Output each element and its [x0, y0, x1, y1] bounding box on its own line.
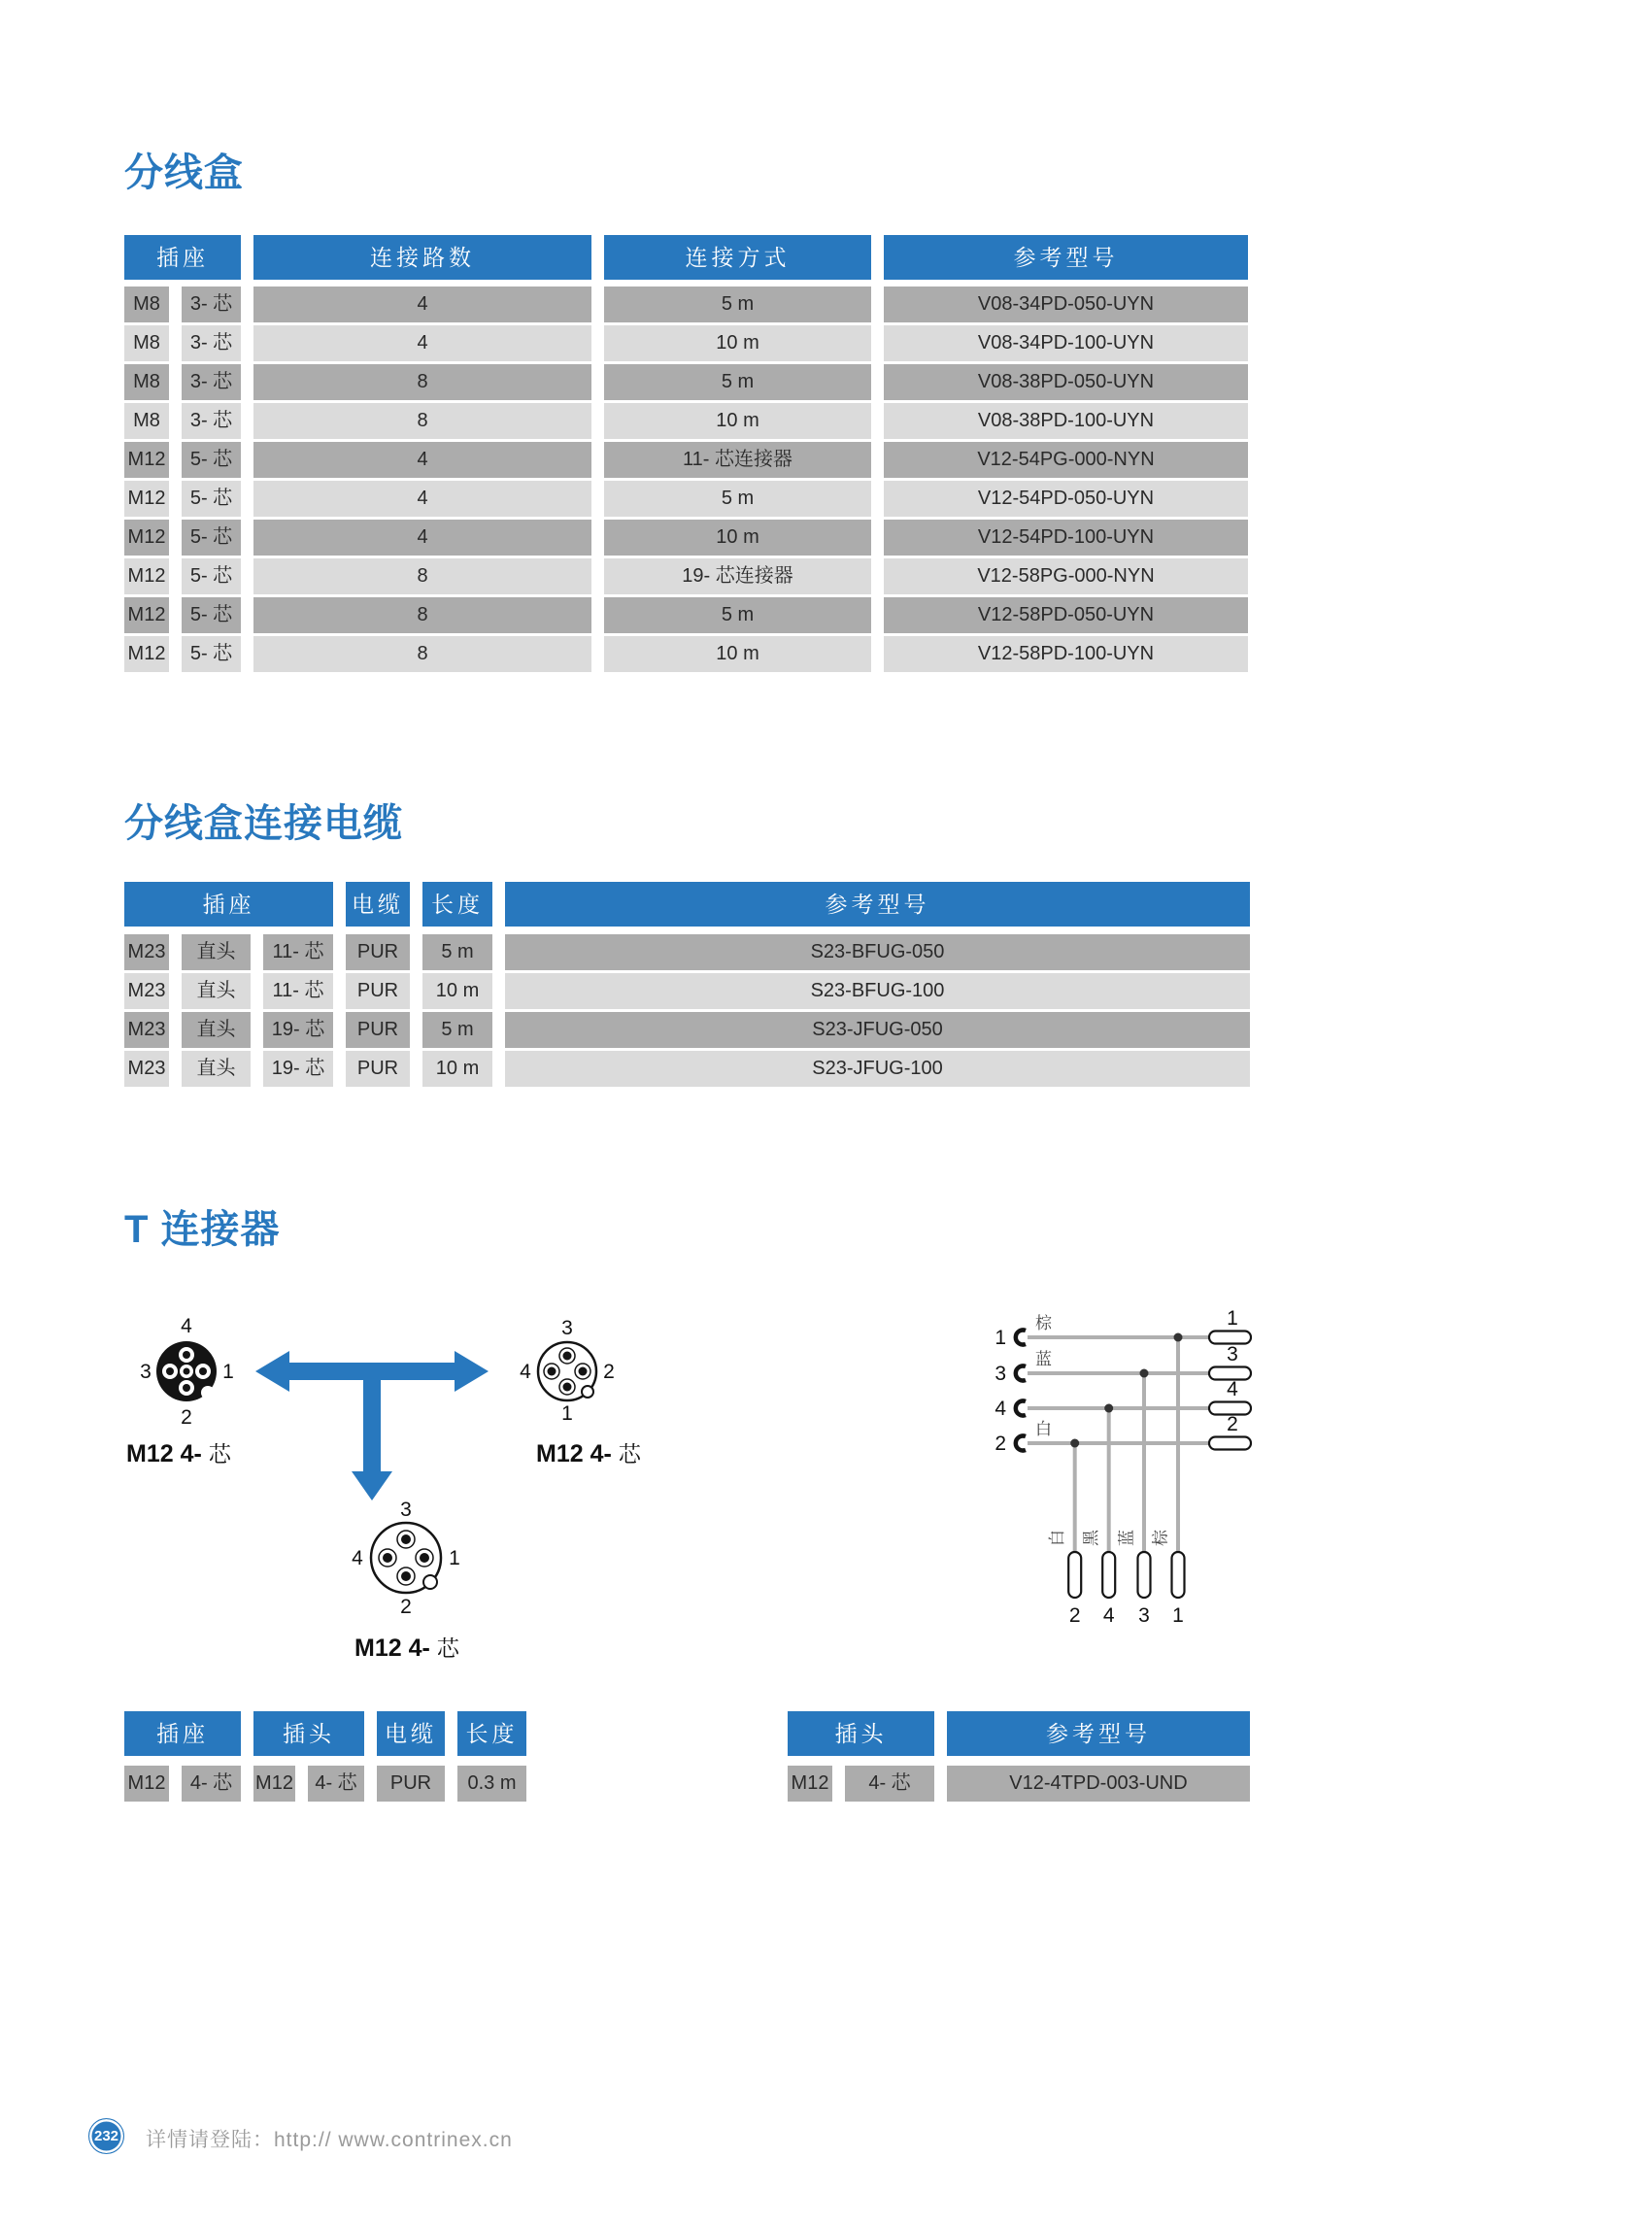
- caption-bold: M12 4-: [536, 1440, 612, 1467]
- terminal-label: 2: [1068, 1604, 1081, 1627]
- table-cell: 3- 芯: [182, 287, 241, 322]
- column-header-channels: 连接路数: [253, 235, 591, 280]
- section-title-junction-box: 分线盒: [124, 152, 244, 194]
- wiring-pin-label: 3: [995, 1363, 1006, 1385]
- t-connector-table-header: [124, 1711, 1250, 1756]
- wire-color-label-vertical: 白: [1048, 1530, 1066, 1546]
- pin-label: 3: [140, 1361, 152, 1383]
- table-cell: V12-58PD-050-UYN: [884, 597, 1248, 633]
- page-footer: [0, 2115, 1652, 2158]
- table-cell: V08-34PD-050-UYN: [884, 287, 1248, 322]
- table-cell: 4: [253, 481, 591, 517]
- table-cell: V12-54PG-000-NYN: [884, 442, 1248, 478]
- caption-core: 芯: [208, 1441, 231, 1466]
- table-cell: V12-4TPD-003-UND: [947, 1766, 1250, 1802]
- table-cell: 5- 芯: [182, 442, 241, 478]
- table-cell: 10 m: [422, 1051, 492, 1087]
- wiring-pin-label: 1: [995, 1327, 1006, 1349]
- table-cell: M23: [124, 1051, 169, 1087]
- table-cell: PUR: [377, 1766, 445, 1802]
- table-cell: V08-38PD-050-UYN: [884, 364, 1248, 400]
- table-cell: 8: [253, 558, 591, 594]
- terminal-label: 3: [1227, 1343, 1238, 1365]
- column-header-connection: 连接方式: [604, 235, 871, 280]
- table-cell: 直头: [182, 934, 251, 970]
- table-cell: 19- 芯连接器: [604, 558, 871, 594]
- table-cell: PUR: [346, 934, 410, 970]
- wiring-pin-label: 2: [995, 1433, 1006, 1455]
- table-cell: M12: [788, 1766, 832, 1802]
- pin-label: 2: [181, 1406, 192, 1429]
- table-cell: 11- 芯: [263, 934, 333, 970]
- column-header-reference: 参考型号: [884, 235, 1248, 280]
- table-cell: M8: [124, 364, 169, 400]
- column-header-socket: 插座: [124, 235, 241, 280]
- connector-face-right: [520, 1317, 642, 1467]
- terminal-label: 2: [1227, 1413, 1238, 1435]
- terminal-label: 1: [1172, 1604, 1184, 1627]
- pin-label: 4: [520, 1361, 531, 1383]
- pin-label: 2: [400, 1596, 412, 1618]
- table-cell: 4- 芯: [308, 1766, 364, 1802]
- terminal-label: 4: [1102, 1604, 1115, 1627]
- table-cell: 5 m: [604, 597, 871, 633]
- junction-dots: [1070, 1333, 1182, 1448]
- column-header-length: 长度: [422, 882, 492, 927]
- table-cell: M8: [124, 287, 169, 322]
- table-cell: S23-BFUG-100: [505, 973, 1250, 1009]
- terminal-label: 1: [1227, 1307, 1238, 1330]
- pin-label: 3: [400, 1499, 412, 1521]
- connector-face-left: [126, 1315, 234, 1467]
- wire-color-label-vertical: 蓝: [1117, 1530, 1136, 1546]
- wiring-schematic: [995, 1307, 1251, 1627]
- table-cell: M12: [124, 558, 169, 594]
- table-cell: M23: [124, 1012, 169, 1048]
- table-cell: 5- 芯: [182, 481, 241, 517]
- table-cell: 4: [253, 442, 591, 478]
- table-cell: V12-58PD-100-UYN: [884, 636, 1248, 672]
- table-cell: 11- 芯: [263, 973, 333, 1009]
- terminal-pills-bottom: [1068, 1552, 1184, 1598]
- caption-core: 芯: [618, 1441, 641, 1466]
- table-cell: 5 m: [422, 934, 492, 970]
- table-cell: 19- 芯: [263, 1051, 333, 1087]
- pin-label: 3: [561, 1317, 573, 1339]
- column-header-plug: 插头: [253, 1711, 364, 1756]
- section-title-junction-box-cable: 分线盒连接电缆: [124, 802, 403, 845]
- table-cell: V12-58PG-000-NYN: [884, 558, 1248, 594]
- table-cell: 4: [253, 520, 591, 556]
- table-cell: 10 m: [604, 520, 871, 556]
- column-header-socket: 插座: [124, 882, 333, 927]
- table-cell: V08-38PD-100-UYN: [884, 403, 1248, 439]
- table-cell: 5 m: [604, 481, 871, 517]
- table-cell: 直头: [182, 973, 251, 1009]
- column-header-cable: 电缆: [377, 1711, 445, 1756]
- table-cell: S23-JFUG-100: [505, 1051, 1250, 1087]
- table-cell: 0.3 m: [457, 1766, 526, 1802]
- table-cell: M12: [253, 1766, 295, 1802]
- connector-caption: [536, 1440, 642, 1467]
- table-cell: 5- 芯: [182, 520, 241, 556]
- wire-color-label: 棕: [1035, 1314, 1052, 1332]
- table-cell: 3- 芯: [182, 364, 241, 400]
- t-connector-table-body: [124, 1766, 1250, 1802]
- table-cell: 10 m: [422, 973, 492, 1009]
- table-cell: 5 m: [604, 364, 871, 400]
- connector-caption: [126, 1440, 232, 1467]
- table-cell: 3- 芯: [182, 403, 241, 439]
- table-cell: M23: [124, 934, 169, 970]
- terminal-label: 3: [1138, 1604, 1150, 1627]
- table-cell: V12-54PD-050-UYN: [884, 481, 1248, 517]
- table-cell: 8: [253, 364, 591, 400]
- table-cell: PUR: [346, 1051, 410, 1087]
- wire-color-label: 白: [1035, 1420, 1052, 1438]
- table-cell: 直头: [182, 1012, 251, 1048]
- wire-color-label-vertical: 棕: [1151, 1530, 1170, 1546]
- table-cell: 10 m: [604, 403, 871, 439]
- wiring-pin-label: 4: [995, 1398, 1006, 1420]
- table-cell: V08-34PD-100-UYN: [884, 325, 1248, 361]
- table-cell: 19- 芯: [263, 1012, 333, 1048]
- table-cell: 4- 芯: [182, 1766, 241, 1802]
- cable-table-header: [124, 882, 1250, 927]
- footer-note: [146, 2124, 513, 2153]
- column-header-reference: 参考型号: [947, 1711, 1250, 1756]
- table-cell: M12: [124, 1766, 169, 1802]
- table-cell: V12-54PD-100-UYN: [884, 520, 1248, 556]
- column-header-length: 长度: [457, 1711, 526, 1756]
- pin-label: 1: [222, 1361, 234, 1383]
- table-cell: 11- 芯连接器: [604, 442, 871, 478]
- table-cell: 5 m: [604, 287, 871, 322]
- column-header-plug: 插头: [788, 1711, 934, 1756]
- footer-note-text: 详情请登陆：: [146, 2129, 274, 2151]
- t-arrow: [255, 1351, 489, 1500]
- table-cell: 8: [253, 403, 591, 439]
- column-header-socket: 插座: [124, 1711, 241, 1756]
- table-cell: S23-BFUG-050: [505, 934, 1250, 970]
- wire-color-label-vertical: 黑: [1082, 1530, 1100, 1546]
- junction-box-table-header: [124, 235, 1248, 280]
- table-cell: PUR: [346, 1012, 410, 1048]
- caption-bold: M12 4-: [354, 1635, 430, 1662]
- table-cell: M12: [124, 442, 169, 478]
- table-cell: 4: [253, 287, 591, 322]
- table-cell: 4: [253, 325, 591, 361]
- table-cell: 直头: [182, 1051, 251, 1087]
- section-title-t-connector: T 连接器: [124, 1208, 281, 1251]
- table-cell: 5- 芯: [182, 597, 241, 633]
- table-cell: 5 m: [422, 1012, 492, 1048]
- table-cell: 8: [253, 597, 591, 633]
- table-cell: M8: [124, 403, 169, 439]
- t-connector-diagram: [124, 1292, 1270, 1680]
- table-cell: 10 m: [604, 636, 871, 672]
- connector-caption: [354, 1635, 460, 1662]
- table-cell: PUR: [346, 973, 410, 1009]
- table-cell: M23: [124, 973, 169, 1009]
- column-header-cable: 电缆: [346, 882, 410, 927]
- wire-color-label: 蓝: [1035, 1350, 1052, 1368]
- caption-core: 芯: [436, 1635, 459, 1661]
- pin-label: 4: [181, 1315, 192, 1337]
- column-header-reference: 参考型号: [505, 882, 1250, 927]
- page-number-badge: 232: [88, 2118, 124, 2154]
- table-cell: 3- 芯: [182, 325, 241, 361]
- footer-url: http:// www.contrinex.cn: [274, 2129, 513, 2151]
- pin-label: 4: [352, 1547, 363, 1569]
- table-cell: 5- 芯: [182, 636, 241, 672]
- table-cell: M12: [124, 481, 169, 517]
- table-cell: 8: [253, 636, 591, 672]
- cable-table-body: [124, 934, 1250, 1087]
- socket-contact-icons: [1016, 1331, 1026, 1451]
- connector-face-bottom: [352, 1499, 460, 1662]
- table-cell: 10 m: [604, 325, 871, 361]
- caption-bold: M12 4-: [126, 1440, 202, 1467]
- table-cell: 4- 芯: [845, 1766, 934, 1802]
- pin-label: 1: [449, 1547, 460, 1569]
- table-cell: M12: [124, 597, 169, 633]
- terminal-label: 4: [1227, 1378, 1238, 1400]
- table-cell: S23-JFUG-050: [505, 1012, 1250, 1048]
- table-cell: M12: [124, 636, 169, 672]
- junction-box-table-body: [124, 287, 1248, 672]
- table-cell: 5- 芯: [182, 558, 241, 594]
- table-cell: M12: [124, 520, 169, 556]
- pin-label: 1: [561, 1402, 573, 1425]
- table-cell: M8: [124, 325, 169, 361]
- pin-label: 2: [603, 1361, 615, 1383]
